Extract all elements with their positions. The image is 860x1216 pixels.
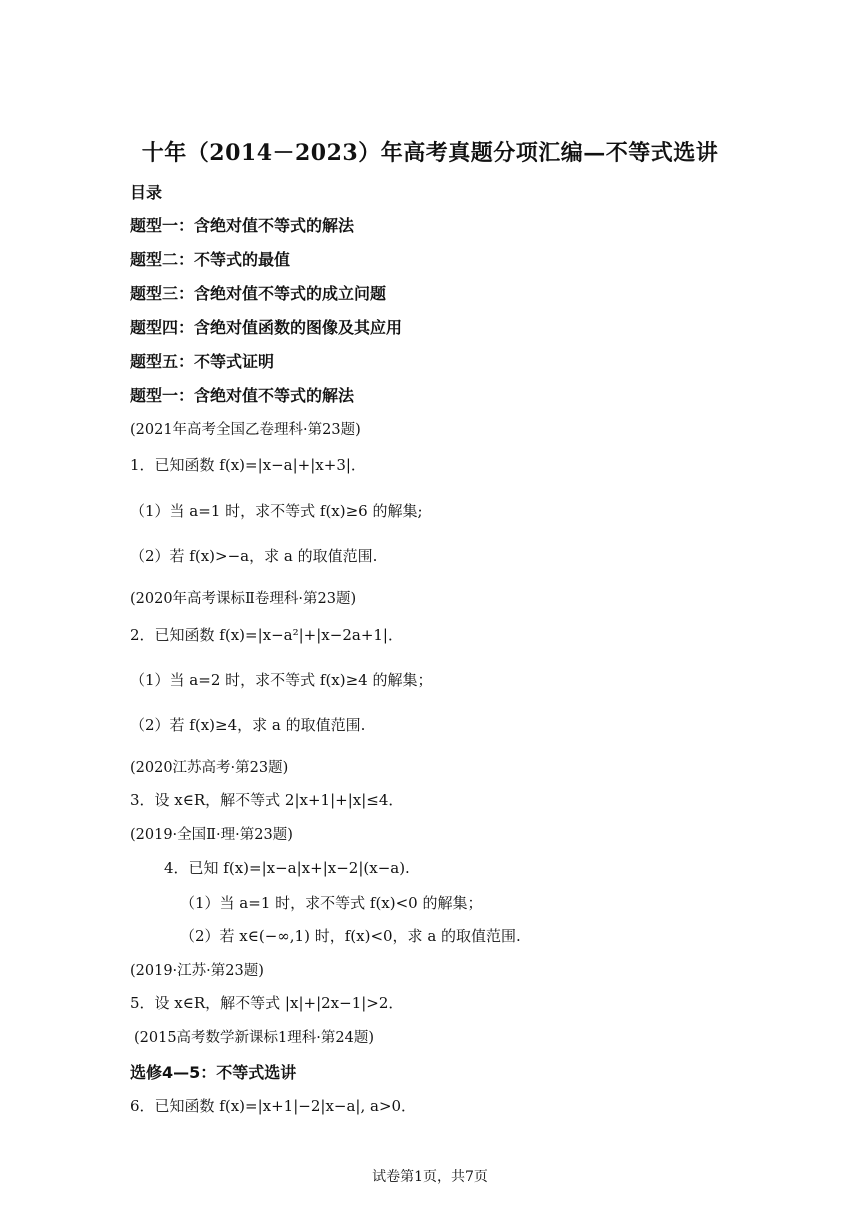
problem-1-part-1: （1）当 a=1 时，求不等式 f(x)≥6 的解集; — [130, 502, 423, 520]
problem-4-part-2: （2）若 x∈(−∞,1) 时，f(x)<0，求 a 的取值范围. — [180, 927, 521, 945]
problem-2-stem: 2．已知函数 f(x)=|x−a²|+|x−2a+1|． — [130, 626, 403, 644]
toc-heading: 目录 — [130, 183, 163, 202]
problem-5-source: (2019·江苏·第23题) — [130, 963, 264, 979]
toc-item-3[interactable]: 题型三：含绝对值不等式的成立问题 — [130, 284, 387, 303]
problem-1-source: (2021年高考全国乙卷理科·第23题) — [130, 422, 361, 438]
problem-3-stem: 3．设 x∈R，解不等式 2|x+1|+|x|≤4． — [130, 791, 404, 809]
page-footer: 试卷第1页，共7页 — [372, 1169, 488, 1185]
elective-heading: 选修4—5：不等式选讲 — [130, 1063, 297, 1082]
problem-4-stem: 4．已知 f(x)=|x−a|x+|x−2|(x−a). — [164, 859, 410, 877]
toc-item-2[interactable]: 题型二：不等式的最值 — [130, 250, 291, 269]
toc-item-4[interactable]: 题型四：含绝对值函数的图像及其应用 — [130, 318, 403, 337]
document-title: 十年（2014－2023）年高考真题分项汇编—不等式选讲 — [141, 140, 719, 166]
problem-2-source: (2020年高考课标Ⅱ卷理科·第23题) — [130, 591, 357, 607]
problem-2-part-2: （2）若 f(x)≥4，求 a 的取值范围. — [130, 716, 366, 734]
problem-1-part-2: （2）若 f(x)>−a，求 a 的取值范围. — [130, 547, 378, 565]
problem-4-part-1: （1）当 a=1 时，求不等式 f(x)<0 的解集； — [180, 894, 483, 912]
toc-item-1[interactable]: 题型一：含绝对值不等式的解法 — [130, 216, 355, 235]
problem-3-source: (2020江苏高考·第23题) — [130, 760, 289, 776]
problem-4-source: (2019·全国Ⅱ·理·第23题) — [130, 827, 293, 843]
toc-item-5[interactable]: 题型五：不等式证明 — [130, 352, 275, 371]
problem-2-part-1: （1）当 a=2 时，求不等式 f(x)≥4 的解集； — [130, 671, 433, 689]
problem-6-source: (2015高考数学新课标1理科·第24题) — [134, 1030, 374, 1046]
problem-5-stem: 5．设 x∈R，解不等式 |x|+|2x−1|>2． — [130, 994, 404, 1012]
section-heading-1: 题型一：含绝对值不等式的解法 — [130, 386, 355, 405]
problem-1-stem: 1．已知函数 f(x)=|x−a|+|x+3|． — [130, 456, 366, 474]
problem-6-stem: 6．已知函数 f(x)=|x+1|−2|x−a|, a>0． — [130, 1097, 417, 1115]
